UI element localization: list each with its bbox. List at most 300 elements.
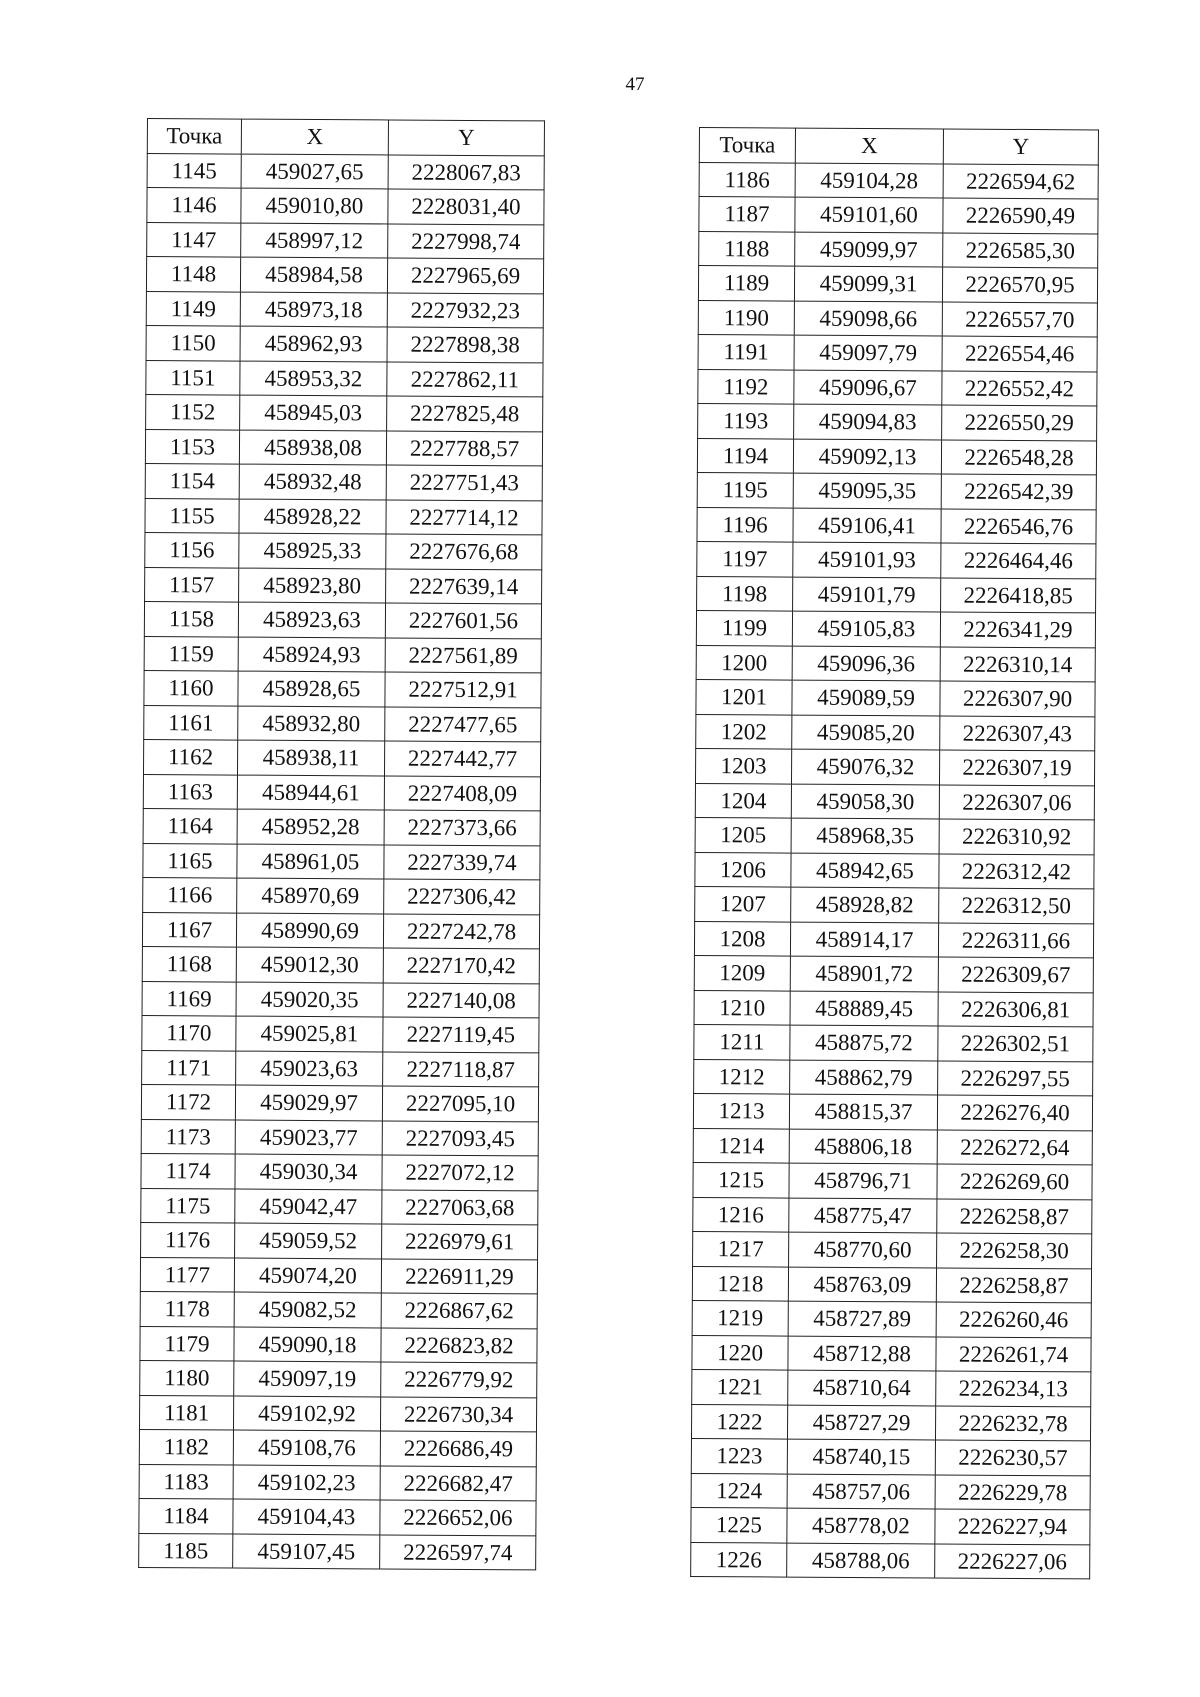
y-cell: 2226310,92 bbox=[939, 819, 1094, 854]
x-cell: 458710,64 bbox=[788, 1370, 936, 1405]
y-cell: 2226585,30 bbox=[943, 232, 1098, 267]
x-cell: 459102,23 bbox=[233, 1465, 380, 1500]
x-cell: 459076,32 bbox=[791, 749, 939, 784]
table-row bbox=[140, 1291, 537, 1328]
x-cell: 458923,63 bbox=[238, 602, 385, 637]
y-cell: 2226312,50 bbox=[939, 888, 1094, 923]
y-cell: 2227442,77 bbox=[384, 741, 540, 776]
header-y: Y bbox=[943, 129, 1098, 164]
y-cell: 2226272,64 bbox=[937, 1129, 1092, 1164]
x-cell: 459096,67 bbox=[794, 370, 942, 405]
x-cell: 459023,63 bbox=[236, 1051, 383, 1086]
point-cell: 1225 bbox=[691, 1507, 787, 1542]
table-row bbox=[697, 541, 1096, 578]
table-row bbox=[139, 1395, 536, 1432]
x-cell: 458775,47 bbox=[789, 1198, 937, 1233]
table-row bbox=[142, 1050, 539, 1087]
table-row bbox=[146, 394, 543, 431]
x-cell: 458815,37 bbox=[789, 1094, 937, 1129]
x-cell: 458942,65 bbox=[791, 853, 939, 888]
x-cell: 458984,58 bbox=[240, 257, 387, 292]
y-cell: 2228067,83 bbox=[388, 154, 544, 189]
y-cell: 2226590,49 bbox=[943, 198, 1098, 233]
x-cell: 459025,81 bbox=[236, 1016, 383, 1051]
y-cell: 2227639,14 bbox=[386, 568, 542, 603]
table-row bbox=[699, 197, 1098, 234]
point-cell: 1151 bbox=[146, 360, 240, 395]
y-cell: 2226307,90 bbox=[940, 681, 1095, 716]
table-row bbox=[142, 946, 539, 983]
x-cell: 459106,41 bbox=[793, 508, 941, 543]
x-cell: 459104,43 bbox=[233, 1499, 380, 1534]
y-cell: 2226258,87 bbox=[937, 1198, 1092, 1233]
point-cell: 1189 bbox=[698, 266, 794, 301]
y-cell: 2227118,87 bbox=[383, 1051, 539, 1086]
x-cell: 459085,20 bbox=[792, 715, 940, 750]
y-cell: 2226261,74 bbox=[936, 1336, 1091, 1371]
point-cell: 1210 bbox=[694, 990, 790, 1025]
point-cell: 1207 bbox=[695, 886, 791, 921]
point-cell: 1165 bbox=[143, 843, 237, 878]
table-row bbox=[691, 1507, 1090, 1544]
x-cell: 458862,79 bbox=[790, 1060, 938, 1095]
table-row bbox=[694, 921, 1093, 958]
point-cell: 1209 bbox=[694, 955, 790, 990]
x-cell: 458923,80 bbox=[239, 568, 386, 603]
y-cell: 2226550,29 bbox=[942, 405, 1097, 440]
table-row bbox=[695, 852, 1094, 889]
table-row bbox=[146, 291, 543, 328]
point-cell: 1200 bbox=[696, 645, 792, 680]
point-cell: 1201 bbox=[696, 679, 792, 714]
point-cell: 1205 bbox=[695, 817, 791, 852]
x-cell: 459092,13 bbox=[793, 439, 941, 474]
x-cell: 458740,15 bbox=[787, 1439, 935, 1474]
y-cell: 2226542,39 bbox=[941, 474, 1096, 509]
point-cell: 1215 bbox=[693, 1162, 789, 1197]
x-cell: 458796,71 bbox=[789, 1163, 937, 1198]
x-cell: 458970,69 bbox=[237, 878, 384, 913]
y-cell: 2226229,78 bbox=[935, 1474, 1090, 1509]
y-cell: 2226686,49 bbox=[380, 1431, 536, 1466]
y-cell: 2227998,74 bbox=[388, 223, 544, 258]
y-cell: 2226307,06 bbox=[939, 784, 1094, 819]
table-row bbox=[696, 714, 1095, 751]
table-row bbox=[692, 1369, 1091, 1406]
x-cell: 459094,83 bbox=[794, 404, 942, 439]
point-cell: 1224 bbox=[691, 1473, 787, 1508]
y-cell: 2227788,57 bbox=[386, 430, 542, 465]
table-row bbox=[142, 1015, 539, 1052]
point-cell: 1222 bbox=[691, 1404, 787, 1439]
table-row bbox=[694, 955, 1093, 992]
x-cell: 458961,05 bbox=[237, 844, 384, 879]
table-row bbox=[143, 774, 540, 811]
table-row bbox=[145, 429, 542, 466]
x-cell: 459108,76 bbox=[233, 1430, 380, 1465]
x-cell: 458928,22 bbox=[239, 499, 386, 534]
table-row bbox=[694, 990, 1093, 1027]
y-cell: 2226341,29 bbox=[940, 612, 1095, 647]
x-cell: 458757,06 bbox=[787, 1474, 935, 1509]
point-cell: 1181 bbox=[139, 1395, 233, 1430]
y-cell: 2226557,70 bbox=[942, 301, 1097, 336]
point-cell: 1216 bbox=[693, 1197, 789, 1232]
point-cell: 1153 bbox=[145, 429, 239, 464]
table-row bbox=[697, 507, 1096, 544]
x-cell: 459105,83 bbox=[792, 611, 940, 646]
y-cell: 2227714,12 bbox=[386, 499, 542, 534]
x-cell: 458914,17 bbox=[790, 922, 938, 957]
x-cell: 458901,72 bbox=[790, 956, 938, 991]
point-cell: 1175 bbox=[141, 1188, 235, 1223]
point-cell: 1186 bbox=[699, 162, 795, 197]
table-row bbox=[696, 610, 1095, 647]
point-cell: 1146 bbox=[147, 188, 241, 223]
point-cell: 1164 bbox=[143, 808, 237, 843]
point-cell: 1156 bbox=[145, 532, 239, 567]
y-cell: 2226307,43 bbox=[940, 715, 1095, 750]
table-row bbox=[141, 1119, 538, 1156]
point-cell: 1221 bbox=[692, 1369, 788, 1404]
x-cell: 459058,30 bbox=[791, 784, 939, 819]
table-row bbox=[140, 1257, 537, 1294]
y-cell: 2226269,60 bbox=[937, 1164, 1092, 1199]
table-row bbox=[696, 645, 1095, 682]
point-cell: 1211 bbox=[694, 1024, 790, 1059]
table-row bbox=[695, 886, 1094, 923]
y-cell: 2226227,94 bbox=[935, 1509, 1090, 1544]
header-x: X bbox=[241, 119, 388, 154]
table-row bbox=[694, 1059, 1093, 1096]
x-cell: 459010,80 bbox=[241, 188, 388, 223]
point-cell: 1188 bbox=[699, 231, 795, 266]
y-cell: 2227965,69 bbox=[387, 258, 543, 293]
x-cell: 459030,34 bbox=[235, 1154, 382, 1189]
x-cell: 459098,66 bbox=[794, 301, 942, 336]
point-cell: 1220 bbox=[692, 1335, 788, 1370]
table-header-row bbox=[147, 119, 544, 156]
y-cell: 2226597,74 bbox=[380, 1534, 536, 1569]
point-cell: 1217 bbox=[693, 1231, 789, 1266]
y-cell: 2227306,42 bbox=[384, 879, 540, 914]
table-row bbox=[145, 532, 542, 569]
x-cell: 458990,69 bbox=[236, 913, 383, 948]
y-cell: 2226258,87 bbox=[936, 1267, 1091, 1302]
table-row bbox=[693, 1197, 1092, 1234]
point-cell: 1206 bbox=[695, 852, 791, 887]
table-row bbox=[144, 601, 541, 638]
y-cell: 2226418,85 bbox=[941, 577, 1096, 612]
table-row bbox=[146, 325, 543, 362]
point-cell: 1174 bbox=[141, 1153, 235, 1188]
table-row bbox=[691, 1404, 1090, 1441]
y-cell: 2226309,67 bbox=[938, 957, 1093, 992]
y-cell: 2226548,28 bbox=[941, 439, 1096, 474]
y-cell: 2227093,45 bbox=[382, 1120, 538, 1155]
x-cell: 459095,35 bbox=[793, 473, 941, 508]
x-cell: 459097,19 bbox=[234, 1361, 381, 1396]
table-row bbox=[695, 783, 1094, 820]
table-row bbox=[139, 1498, 536, 1535]
table-row bbox=[144, 670, 541, 707]
point-cell: 1157 bbox=[145, 567, 239, 602]
point-cell: 1191 bbox=[698, 334, 794, 369]
table-row bbox=[142, 912, 539, 949]
point-cell: 1192 bbox=[698, 369, 794, 404]
y-cell: 2227561,89 bbox=[385, 637, 541, 672]
table-row bbox=[694, 1024, 1093, 1061]
x-cell: 459023,77 bbox=[235, 1120, 382, 1155]
x-cell: 458763,09 bbox=[788, 1267, 936, 1302]
x-cell: 459107,45 bbox=[233, 1534, 380, 1569]
point-cell: 1169 bbox=[142, 981, 236, 1016]
y-cell: 2226310,14 bbox=[940, 646, 1095, 681]
point-cell: 1154 bbox=[145, 463, 239, 498]
y-cell: 2227119,45 bbox=[383, 1017, 539, 1052]
y-cell: 2226867,62 bbox=[381, 1293, 537, 1328]
table-row bbox=[141, 1153, 538, 1190]
y-cell: 2226730,34 bbox=[380, 1396, 536, 1431]
y-cell: 2226779,92 bbox=[381, 1362, 537, 1397]
point-cell: 1178 bbox=[140, 1291, 234, 1326]
x-cell: 458928,65 bbox=[238, 671, 385, 706]
point-cell: 1150 bbox=[146, 325, 240, 360]
table-row bbox=[692, 1300, 1091, 1337]
point-cell: 1152 bbox=[146, 394, 240, 429]
point-cell: 1204 bbox=[695, 783, 791, 818]
coordinates-table-left bbox=[138, 118, 545, 1570]
point-cell: 1199 bbox=[696, 610, 792, 645]
point-cell: 1173 bbox=[141, 1119, 235, 1154]
y-cell: 2226823,82 bbox=[381, 1327, 537, 1362]
point-cell: 1163 bbox=[143, 774, 237, 809]
x-cell: 459012,30 bbox=[236, 947, 383, 982]
table-row bbox=[141, 1188, 538, 1225]
table-row bbox=[692, 1335, 1091, 1372]
table-row bbox=[693, 1162, 1092, 1199]
point-cell: 1155 bbox=[145, 498, 239, 533]
y-cell: 2227140,08 bbox=[383, 982, 539, 1017]
x-cell: 459082,52 bbox=[234, 1292, 381, 1327]
x-cell: 459020,35 bbox=[236, 982, 383, 1017]
point-cell: 1168 bbox=[142, 946, 236, 981]
x-cell: 459097,79 bbox=[794, 335, 942, 370]
table-row bbox=[691, 1473, 1090, 1510]
point-cell: 1190 bbox=[698, 300, 794, 335]
table-row bbox=[147, 188, 544, 225]
point-cell: 1177 bbox=[140, 1257, 234, 1292]
table-row bbox=[139, 1464, 536, 1501]
x-cell: 458925,33 bbox=[239, 533, 386, 568]
x-cell: 458928,82 bbox=[791, 887, 939, 922]
y-cell: 2226464,46 bbox=[941, 543, 1096, 578]
x-cell: 458968,35 bbox=[791, 818, 939, 853]
y-cell: 2227676,68 bbox=[386, 534, 542, 569]
table-row bbox=[139, 1429, 536, 1466]
table-row bbox=[698, 403, 1097, 440]
x-cell: 459099,31 bbox=[794, 266, 942, 301]
x-cell: 459089,59 bbox=[792, 680, 940, 715]
table-row bbox=[698, 300, 1097, 337]
x-cell: 458778,02 bbox=[787, 1508, 935, 1543]
point-cell: 1170 bbox=[142, 1015, 236, 1050]
table-row bbox=[698, 369, 1097, 406]
point-cell: 1195 bbox=[697, 472, 793, 507]
y-cell: 2227242,78 bbox=[383, 913, 539, 948]
y-cell: 2226682,47 bbox=[380, 1465, 536, 1500]
point-cell: 1214 bbox=[693, 1128, 789, 1163]
point-cell: 1218 bbox=[692, 1266, 788, 1301]
point-cell: 1172 bbox=[141, 1084, 235, 1119]
point-cell: 1167 bbox=[142, 912, 236, 947]
point-cell: 1159 bbox=[144, 636, 238, 671]
y-cell: 2227095,10 bbox=[382, 1086, 538, 1121]
table-row bbox=[691, 1438, 1090, 1475]
table-row bbox=[697, 576, 1096, 613]
point-cell: 1160 bbox=[144, 670, 238, 705]
point-cell: 1185 bbox=[139, 1533, 233, 1568]
point-cell: 1145 bbox=[147, 153, 241, 188]
point-cell: 1179 bbox=[140, 1326, 234, 1361]
table-row bbox=[695, 748, 1094, 785]
point-cell: 1166 bbox=[143, 877, 237, 912]
x-cell: 458712,88 bbox=[788, 1336, 936, 1371]
point-cell: 1184 bbox=[139, 1498, 233, 1533]
table-row bbox=[144, 705, 541, 742]
point-cell: 1171 bbox=[142, 1050, 236, 1085]
x-cell: 459101,79 bbox=[793, 577, 941, 612]
x-cell: 459101,60 bbox=[795, 197, 943, 232]
y-cell: 2226570,95 bbox=[942, 267, 1097, 302]
point-cell: 1193 bbox=[698, 403, 794, 438]
y-cell: 2227373,66 bbox=[384, 810, 540, 845]
point-cell: 1194 bbox=[697, 438, 793, 473]
table-row bbox=[140, 1360, 537, 1397]
y-cell: 2227072,12 bbox=[382, 1155, 538, 1190]
point-cell: 1182 bbox=[139, 1429, 233, 1464]
y-cell: 2226979,61 bbox=[382, 1224, 538, 1259]
y-cell: 2226312,42 bbox=[939, 853, 1094, 888]
x-cell: 459101,93 bbox=[793, 542, 941, 577]
table-row bbox=[698, 334, 1097, 371]
x-cell: 458932,48 bbox=[239, 464, 386, 499]
table-row bbox=[697, 472, 1096, 509]
y-cell: 2226260,46 bbox=[936, 1302, 1091, 1337]
x-cell: 458727,29 bbox=[787, 1405, 935, 1440]
header-point: Точка bbox=[699, 128, 795, 163]
x-cell: 458962,93 bbox=[240, 326, 387, 361]
point-cell: 1148 bbox=[146, 257, 240, 292]
y-cell: 2227339,74 bbox=[384, 844, 540, 879]
point-cell: 1208 bbox=[694, 921, 790, 956]
table-header-row bbox=[699, 128, 1098, 165]
x-cell: 458806,18 bbox=[789, 1129, 937, 1164]
x-cell: 458875,72 bbox=[790, 1025, 938, 1060]
x-cell: 459027,65 bbox=[241, 154, 388, 189]
x-cell: 458932,80 bbox=[238, 706, 385, 741]
x-cell: 458945,03 bbox=[240, 395, 387, 430]
y-cell: 2226232,78 bbox=[935, 1405, 1090, 1440]
table-row bbox=[143, 843, 540, 880]
x-cell: 459042,47 bbox=[235, 1189, 382, 1224]
point-cell: 1187 bbox=[699, 197, 795, 232]
header-point: Точка bbox=[147, 119, 241, 154]
table-row bbox=[145, 498, 542, 535]
table-row bbox=[693, 1128, 1092, 1165]
y-cell: 2226230,57 bbox=[935, 1440, 1090, 1475]
x-cell: 459104,28 bbox=[795, 163, 943, 198]
point-cell: 1161 bbox=[144, 705, 238, 740]
y-cell: 2227862,11 bbox=[387, 361, 543, 396]
point-cell: 1176 bbox=[141, 1222, 235, 1257]
table-row bbox=[696, 679, 1095, 716]
y-cell: 2227601,56 bbox=[385, 603, 541, 638]
table-row bbox=[139, 1533, 536, 1570]
point-cell: 1226 bbox=[691, 1542, 787, 1577]
table-row bbox=[693, 1231, 1092, 1268]
point-cell: 1158 bbox=[144, 601, 238, 636]
x-cell: 459090,18 bbox=[234, 1327, 381, 1362]
y-cell: 2226552,42 bbox=[942, 370, 1097, 405]
x-cell: 458889,45 bbox=[790, 991, 938, 1026]
header-x: X bbox=[795, 128, 943, 163]
y-cell: 2226311,66 bbox=[938, 922, 1093, 957]
y-cell: 2227898,38 bbox=[387, 327, 543, 362]
table-row bbox=[699, 231, 1098, 268]
table-row bbox=[693, 1093, 1092, 1130]
y-cell: 2227063,68 bbox=[382, 1189, 538, 1224]
y-cell: 2226227,06 bbox=[935, 1543, 1090, 1578]
y-cell: 2226652,06 bbox=[380, 1500, 536, 1535]
point-cell: 1149 bbox=[146, 291, 240, 326]
x-cell: 459059,52 bbox=[235, 1223, 382, 1258]
point-cell: 1219 bbox=[692, 1300, 788, 1335]
y-cell: 2227512,91 bbox=[385, 672, 541, 707]
y-cell: 2226307,19 bbox=[939, 750, 1094, 785]
x-cell: 458938,11 bbox=[237, 740, 384, 775]
table-row bbox=[698, 266, 1097, 303]
point-cell: 1203 bbox=[695, 748, 791, 783]
x-cell: 458727,89 bbox=[788, 1301, 936, 1336]
x-cell: 458788,06 bbox=[787, 1543, 935, 1578]
point-cell: 1202 bbox=[696, 714, 792, 749]
table-row bbox=[146, 360, 543, 397]
y-cell: 2226554,46 bbox=[942, 336, 1097, 371]
x-cell: 459029,97 bbox=[235, 1085, 382, 1120]
point-cell: 1198 bbox=[697, 576, 793, 611]
y-cell: 2226302,51 bbox=[938, 1026, 1093, 1061]
point-cell: 1213 bbox=[693, 1093, 789, 1128]
y-cell: 2226297,55 bbox=[938, 1060, 1093, 1095]
y-cell: 2226546,76 bbox=[941, 508, 1096, 543]
x-cell: 459096,36 bbox=[792, 646, 940, 681]
x-cell: 458952,28 bbox=[237, 809, 384, 844]
table-row bbox=[143, 739, 540, 776]
point-cell: 1162 bbox=[143, 739, 237, 774]
table-row bbox=[141, 1222, 538, 1259]
x-cell: 458938,08 bbox=[239, 430, 386, 465]
table-row bbox=[691, 1542, 1090, 1579]
table-row bbox=[697, 438, 1096, 475]
y-cell: 2226258,30 bbox=[937, 1233, 1092, 1268]
y-cell: 2227170,42 bbox=[383, 948, 539, 983]
table-row bbox=[699, 162, 1098, 199]
page-number: 47 bbox=[625, 74, 645, 95]
table-row bbox=[147, 222, 544, 259]
y-cell: 2227932,23 bbox=[387, 292, 543, 327]
y-cell: 2227408,09 bbox=[384, 775, 540, 810]
